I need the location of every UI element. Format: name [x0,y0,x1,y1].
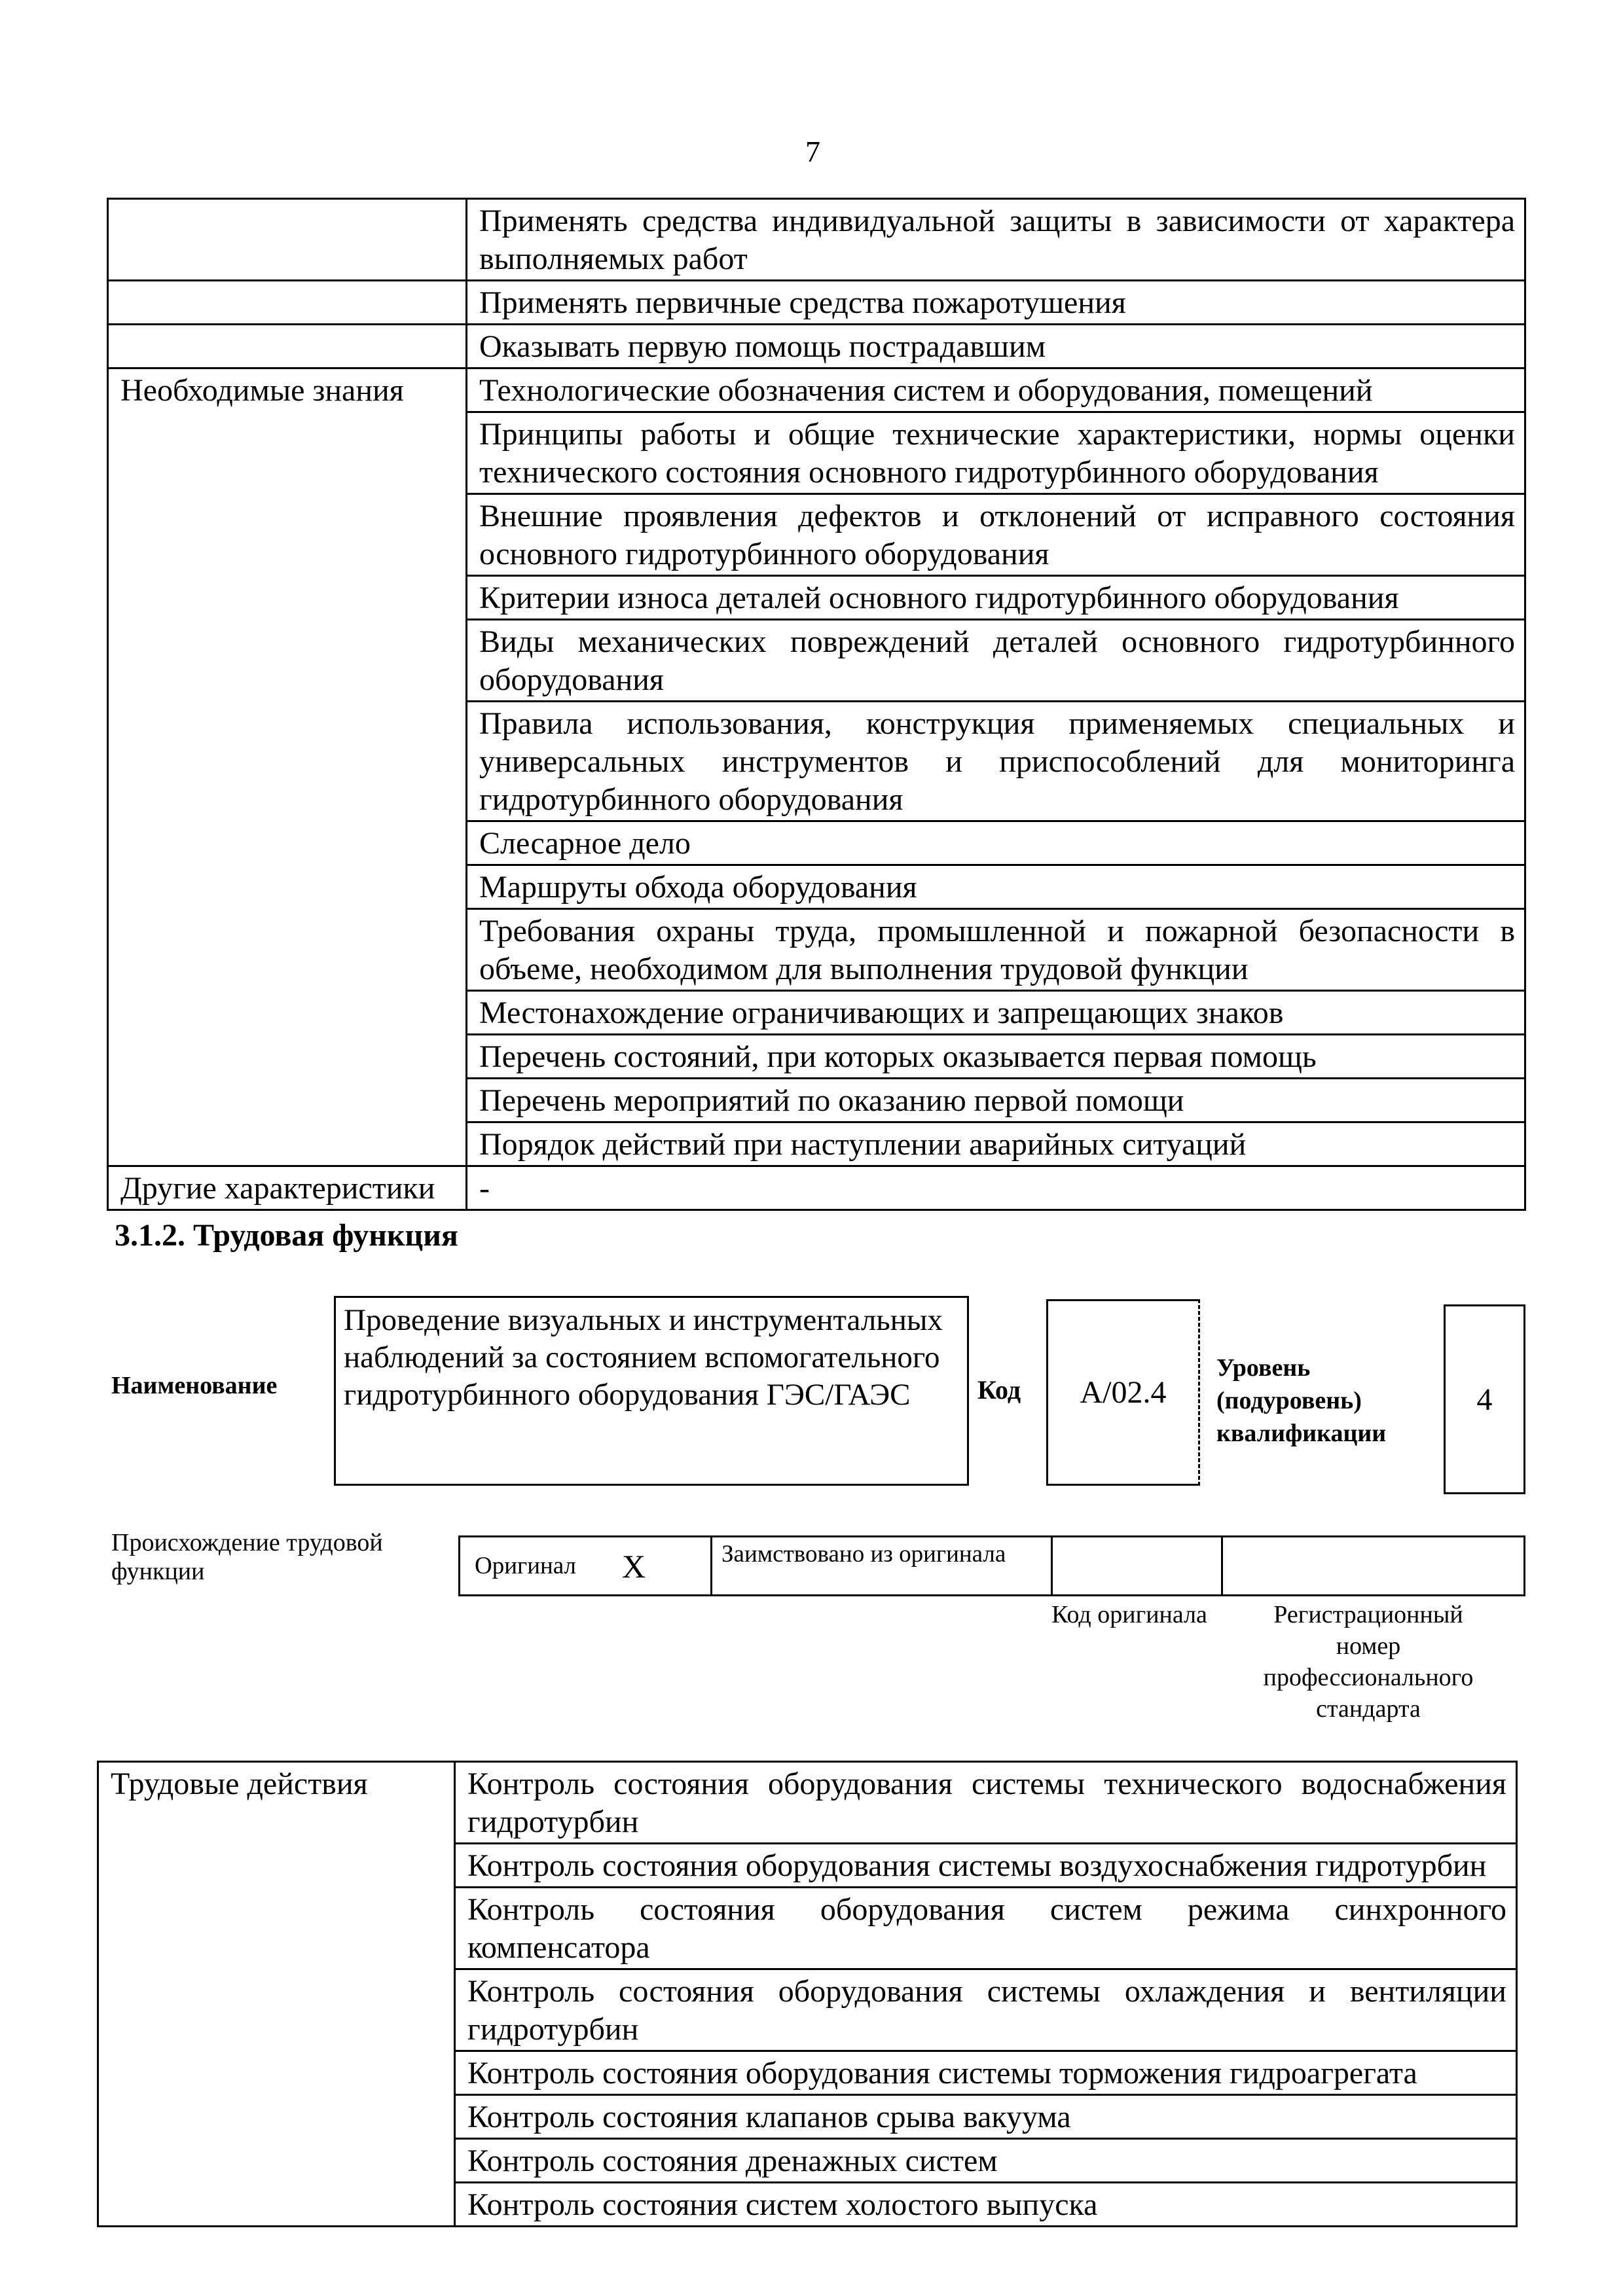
other-value: - [467,1166,1525,1210]
original-mark: X [622,1547,646,1585]
table-cell: Местонахождение ограничивающих и запрещающих знаков [467,991,1525,1035]
level-value: 4 [1444,1304,1525,1494]
knowledge-table [107,198,1526,1211]
table-cell-empty [108,325,467,368]
original-label: Оригинал [475,1552,577,1579]
borrowed-label: Заимствовано из оригинала [721,1541,1006,1568]
table-cell: Принципы работы и общие технические характеристики, нормы оценки технического состояния основного гидротурбинного оборудования [467,412,1525,494]
table-row [108,325,1525,368]
table-cell: Виды механических повреждений деталей основного гидротурбинного оборудования [467,620,1525,702]
origin-table [458,1535,1525,1596]
table-cell: Контроль состояния систем холостого выпуска [455,2183,1517,2227]
code-value: A/02.4 [1046,1299,1200,1486]
actions-table [97,1761,1518,2227]
table-cell: Применять первичные средства пожаротушения [467,281,1525,325]
table-cell-empty [108,281,467,325]
table-cell: Маршруты обхода оборудования [467,865,1525,909]
table-cell: Контроль состояния оборудования системы технического водоснабжения гидротурбин [455,1762,1517,1844]
table-row [108,368,1525,412]
table-cell: Контроль состояния клапанов срыва вакуума [455,2095,1517,2139]
actions-label: Трудовые действия [98,1762,455,2227]
table-cell: Оказывать первую помощь пострадавшим [467,325,1525,368]
table-row [108,1166,1525,1210]
table-cell: Требования охраны труда, промышленной и пожарной безопасности в объеме, необходимом для выполнения трудовой функции [467,909,1525,991]
code-label: Код [977,1375,1021,1405]
origin-cell-code [1053,1537,1223,1594]
knowledge-label: Необходимые знания [108,368,467,1166]
other-label: Другие характеристики [108,1166,467,1210]
name-label: Наименование [111,1372,278,1399]
table-cell-empty [108,199,467,281]
table-row [108,281,1525,325]
name-value: Проведение визуальных и инструментальных наблюдений за состоянием вспомогательного гидротурбинного оборудования ГЭС/ГАЭС [334,1296,969,1486]
table-cell: Применять средства индивидуальной защиты в зависимости от характера выполняемых работ [467,199,1525,281]
table-cell: Контроль состояния оборудования систем режима синхронного компенсатора [455,1888,1517,1969]
origin-cell-reg [1223,1537,1523,1594]
table-cell: Перечень состояний, при которых оказывается первая помощь [467,1035,1525,1079]
level-label: Уровень (подуровень) квалификации [1216,1354,1387,1447]
table-cell: Слесарное дело [467,821,1525,865]
table-cell: Технологические обозначения систем и оборудования, помещений [467,368,1525,412]
table-cell: Контроль состояния оборудования системы воздухоснабжения гидротурбин [455,1844,1517,1888]
table-cell: Внешние проявления дефектов и отклонений от исправного состояния основного гидротурбинного оборудования [467,494,1525,576]
reg-caption: Регистрационный номер профессионального стандарта [1263,1601,1474,1723]
origin-cell-original [460,1537,712,1594]
code-caption: Код оригинала [1051,1601,1207,1628]
table-row [108,199,1525,281]
table-cell: Правила использования, конструкция применяемых специальных и универсальных инструментов и приспособлений для мониторинга гидротурбинного оборудования [467,702,1525,821]
table-cell: Контроль состояния оборудования системы охлаждения и вентиляции гидротурбин [455,1969,1517,2051]
page-number: 7 [805,135,820,168]
table-cell: Контроль состояния оборудования системы торможения гидроагрегата [455,2051,1517,2095]
section-heading: 3.1.2. Трудовая функция [115,1218,458,1253]
origin-label: Происхождение трудовой функции [111,1529,383,1585]
table-cell: Критерии износа деталей основного гидротурбинного оборудования [467,576,1525,620]
table-cell: Порядок действий при наступлении аварийных ситуаций [467,1122,1525,1166]
table-row [98,1762,1517,1844]
origin-cell-borrowed [712,1537,1053,1594]
table-cell: Контроль состояния дренажных систем [455,2139,1517,2183]
table-cell: Перечень мероприятий по оказанию первой помощи [467,1079,1525,1122]
